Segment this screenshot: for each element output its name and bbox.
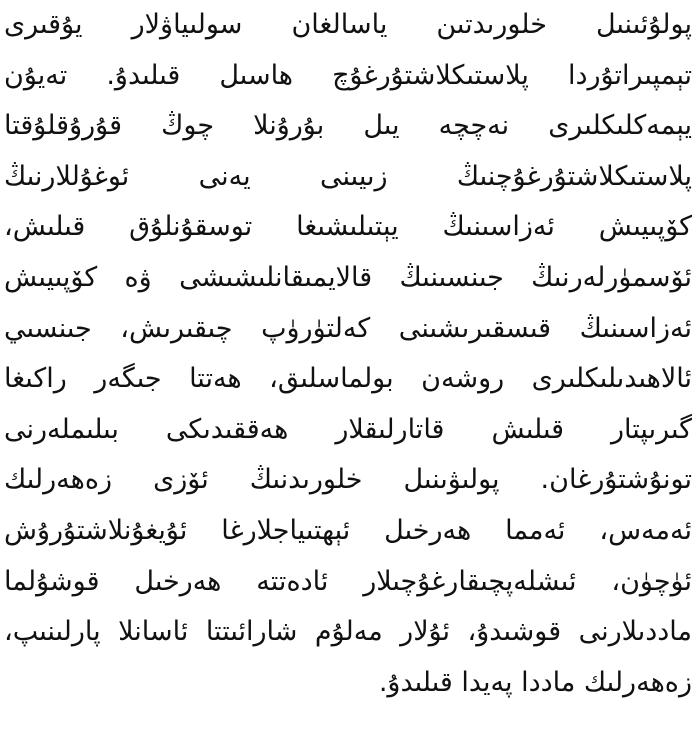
text-line-6: ئۆسمۈرلەرنىڭ جىنسىنىڭ قالايمىقانلىشىشى ۋە كۆپىيىش bbox=[4, 261, 692, 293]
text-line-8: ئالاھىدىلىكلىرى روشەن بولماسلىق، ھەتتا جىگەر راكىغا bbox=[4, 363, 692, 395]
text-line-13: ماددىلارنى قوشىدۇ، ئۇلار مەلۇم شارائىتتا ئاسانلا پارلىنىپ، bbox=[4, 616, 692, 648]
text-line-4: پلاستىكلاشتۇرغۇچنىڭ زىيىنى يەنى ئوغۇللارنىڭ bbox=[4, 160, 692, 192]
text-line-1: پولۇئىنىل خلورىدتىن ياسالغان سولىياۋلار يۇقىرى bbox=[4, 9, 692, 40]
text-line-12: ئۈچۈن، ئىشلەپچىقارغۇچىلار ئادەتتە ھەرخىل قوشۇلما bbox=[4, 565, 692, 597]
text-line-14: زەھەرلىك ماددا پەيدا قىلىدۇ. bbox=[378, 666, 692, 698]
text-line-10: تونۇشتۇرغان. پولىۋىنىل خلورىدنىڭ ئۆزى زەھەرلىك bbox=[4, 464, 692, 496]
uyghur-article-text bbox=[4, 0, 692, 708]
text-line-2: تېمپىراتۇردا پلاستىكلاشتۇرغۇچ ھاسىل قىلىدۇ. تەيۇن bbox=[4, 59, 692, 91]
text-line-11: ئەمەس، ئەمما ھەرخىل ئېھتىياجلارغا ئۇيغۇنلاشتۇرۇش bbox=[4, 514, 692, 546]
text-line-9: گىرىپتار قىلىش قاتارلىقلار ھەققىدىكى بىلىملەرنى bbox=[4, 413, 692, 445]
text-line-7: ئەزاسىنىڭ قىسقىرىشىنى كەلتۈرۈپ چىقىرىش، جىنسىي bbox=[4, 312, 692, 344]
text-line-5: كۆپىيىش ئەزاسىنىڭ يېتىلىشىغا توسقۇنلۇق قىلىش، bbox=[4, 211, 692, 243]
text-line-3: يېمەكلىكلىرى نەچچە يىل بۇرۇنلا چوڭ قۇرۇقلۇقتا bbox=[4, 110, 692, 142]
